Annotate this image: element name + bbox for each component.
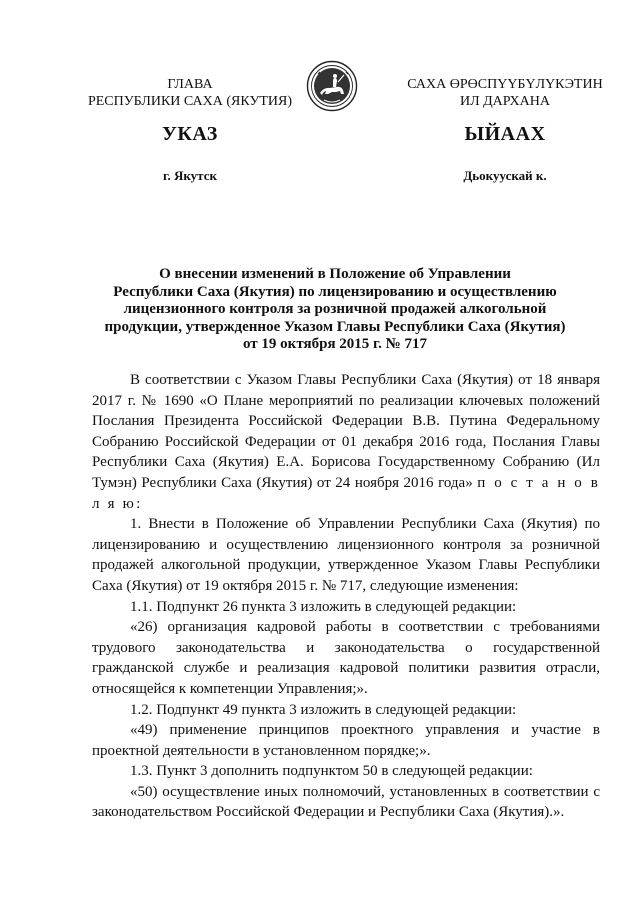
item-1-3: 1.3. Пункт 3 дополнить подпунктом 50 в следующей редакции: bbox=[130, 763, 533, 780]
decree-title bbox=[80, 266, 590, 354]
title-line: О внесении изменений в Положение об Управлении bbox=[159, 266, 511, 282]
city-ru: г. Якутск bbox=[163, 168, 217, 183]
preamble-text: В соответствии с Указом Главы Республики Саха (Якутия) от 18 января 2017 г. № 1690 «О Плане мероприятий по реализации ключевых положений Послания Президента Российской Федерации В.В. Путина Федеральному Собранию Российской Федерации от 01 декабря 2016 года, Послания Главы Республики Саха (Якутия) Е.А. Борисова Государственному Собранию (Ил Тумэн) Республики Саха (Якутия) от 24 ноября 2016 года» bbox=[92, 372, 600, 491]
coat-of-arms-emblem-icon bbox=[306, 60, 358, 112]
item-1-1-text: «26) организация кадровой работы в соответствии с требованиями трудового законодательства и законодательства о государственной гражданской службе и реализация кадровой политики развития отрасли, относящейся к компетенции Управления;». bbox=[92, 619, 600, 697]
item-1-2: 1.2. Подпункт 49 пункта 3 изложить в следующей редакции: bbox=[130, 701, 517, 718]
preamble-paragraph bbox=[92, 370, 600, 514]
issuer-ru bbox=[60, 76, 320, 110]
title-line: продукции, утвержденное Указом Главы Республики Саха (Якутия) bbox=[104, 318, 566, 335]
title-line: от 19 октября 2015 г. № 717 bbox=[243, 336, 427, 352]
issuer-ru-line1: ГЛАВА bbox=[167, 77, 213, 92]
item-1: 1. Внести в Положение об Управлении Республики Саха (Якутия) по лицензированию и осуществлению лицензионного контроля за розничной продажей алкогольной продукции, утвержденное Указом Главы Республики Саха (Якутия) от 19 октября 2015 г. № 717, следующие изменения: bbox=[92, 516, 600, 594]
issuer-sakha-line1: САХА ӨРӨСПҮҮБҮЛҮКЭТИН bbox=[407, 77, 603, 92]
item-1-2-text: «49) применение принципов проектного управления и участие в проектной деятельности в установленном порядке;». bbox=[92, 722, 600, 759]
item-1-3-text: «50) осуществление иных полномочий, установленных в соответствии с законодательством Российской Федерации и Республики Саха (Якутия).». bbox=[92, 783, 600, 821]
city-sakha: Дьокуускай к. bbox=[463, 168, 547, 183]
issuer-sakha bbox=[390, 76, 620, 110]
title-line: лицензионного контроля за розничной продажей алкогольной bbox=[123, 301, 547, 317]
resolve-word: п о с т а н о в л я ю: bbox=[92, 474, 601, 512]
item-1-1: 1.1. Подпункт 26 пункта 3 изложить в следующей редакции: bbox=[130, 598, 517, 615]
issuer-sakha-line2: ИЛ ДАРХАНА bbox=[459, 94, 550, 109]
decree-body bbox=[92, 370, 600, 823]
title-line: Республики Саха (Якутия) по лицензированию и осуществлению bbox=[113, 283, 557, 300]
decree-type-ru: УКАЗ bbox=[162, 123, 218, 145]
decree-type-sakha: ЫЙААХ bbox=[464, 123, 546, 145]
issuer-ru-line2: РЕСПУБЛИКИ САХА (ЯКУТИЯ) bbox=[87, 94, 293, 109]
